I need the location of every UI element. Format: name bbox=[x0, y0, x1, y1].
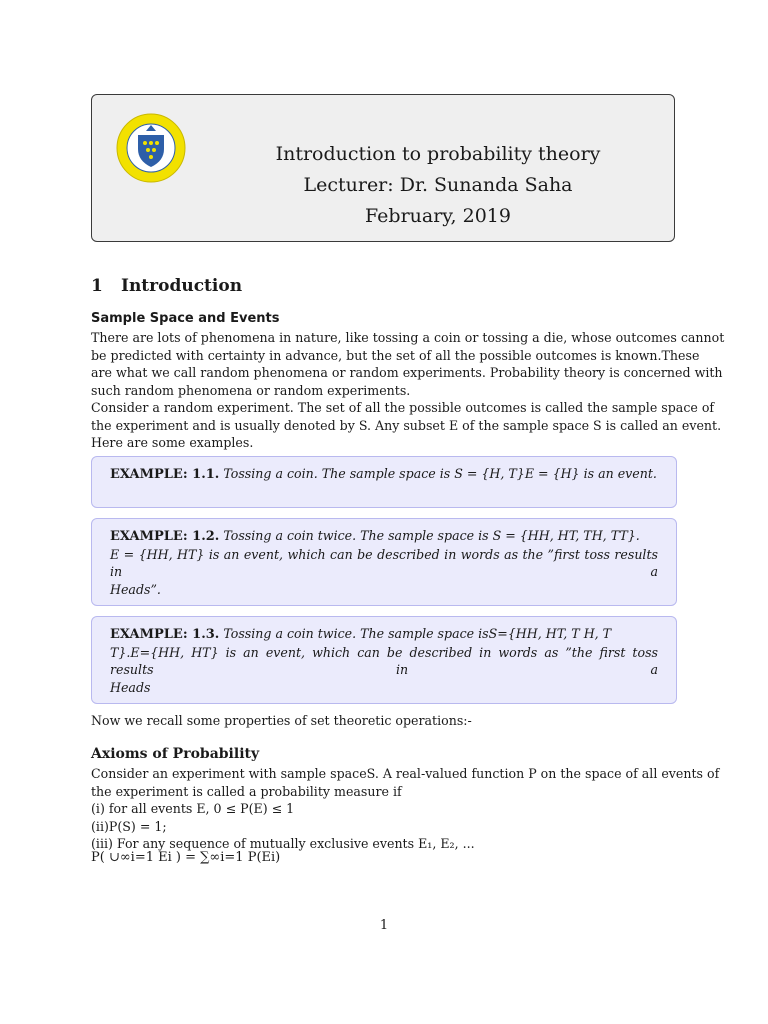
text-line: the experiment and is usually denoted by S. Any subset E of the sample space S is called an event. bbox=[91, 417, 722, 433]
axiom-formula: P( ∪∞i=1 Ei ) = ∑∞i=1 P(Ei) bbox=[91, 850, 281, 865]
example-text: Tossing a coin twice. The sample space is S = {HH, HT, TH, TT}. bbox=[223, 528, 640, 543]
example-label: EXAMPLE: 1.1. bbox=[110, 467, 220, 482]
example-text: T}.E={HH, HT} is an event, which can be described in words as ”the first toss results in a bbox=[110, 644, 658, 677]
text-line: Consider an experiment with sample spaceS. A real-valued function P on the space of all events of bbox=[91, 766, 720, 781]
example-box bbox=[91, 518, 677, 606]
page-number: 1 bbox=[379, 918, 389, 933]
section-heading bbox=[91, 276, 242, 296]
example-text: Heads”. bbox=[110, 581, 161, 597]
text-line: are what we call random phenomena or random experiments. Probability theory is concerned with bbox=[91, 365, 723, 380]
text-line: the experiment is called a probability measure if bbox=[91, 783, 402, 799]
example-text: Heads bbox=[110, 679, 151, 695]
section-number: 1 bbox=[91, 276, 103, 296]
text-line: Consider a random experiment. The set of all the possible outcomes is called the sample space of bbox=[91, 400, 715, 415]
text-line: such random phenomena or random experiments. bbox=[91, 382, 411, 398]
example-text: Tossing a coin twice. The sample space isS={HH, HT, T H, T bbox=[223, 626, 612, 641]
text-line: (iii) For any sequence of mutually exclusive events E₁, E₂, ... bbox=[91, 836, 475, 851]
axioms-heading: Axioms of Probability bbox=[91, 746, 260, 762]
example-box bbox=[91, 616, 677, 704]
example-text: Tossing a coin. The sample space is S = {H, T}E = {H} is an event. bbox=[223, 466, 657, 481]
text-line: (ii)P(S) = 1; bbox=[91, 818, 167, 834]
text-line: be predicted with certainty in advance, but the set of all the possible outcomes is known.These bbox=[91, 347, 700, 363]
text-line: Here are some examples. bbox=[91, 435, 254, 450]
recall-paragraph bbox=[91, 712, 679, 730]
example-label: EXAMPLE: 1.3. bbox=[110, 627, 220, 642]
text-line: (i) for all events E, 0 ≤ P(E) ≤ 1 bbox=[91, 801, 295, 816]
example-box bbox=[91, 456, 677, 508]
date-line: February, 2019 bbox=[365, 205, 511, 227]
university-logo bbox=[116, 113, 186, 183]
text-line: Now we recall some properties of set theoretic operations:- bbox=[91, 713, 472, 728]
section-title: Introduction bbox=[121, 276, 243, 296]
text-line: There are lots of phenomena in nature, like tossing a coin or tossing a die, whose outcomes cannot bbox=[91, 330, 725, 345]
sample-space-heading: Sample Space and Events bbox=[91, 311, 280, 326]
document-title: Introduction to probability theory bbox=[275, 143, 601, 165]
intro-paragraph bbox=[91, 329, 725, 452]
title-box bbox=[91, 94, 675, 242]
example-text: E = {HH, HT} is an event, which can be described in words as the ”first toss results in a bbox=[110, 546, 658, 579]
example-label: EXAMPLE: 1.2. bbox=[110, 529, 220, 544]
lecturer-line: Lecturer: Dr. Sunanda Saha bbox=[303, 174, 573, 196]
axioms-paragraph bbox=[91, 765, 720, 853]
